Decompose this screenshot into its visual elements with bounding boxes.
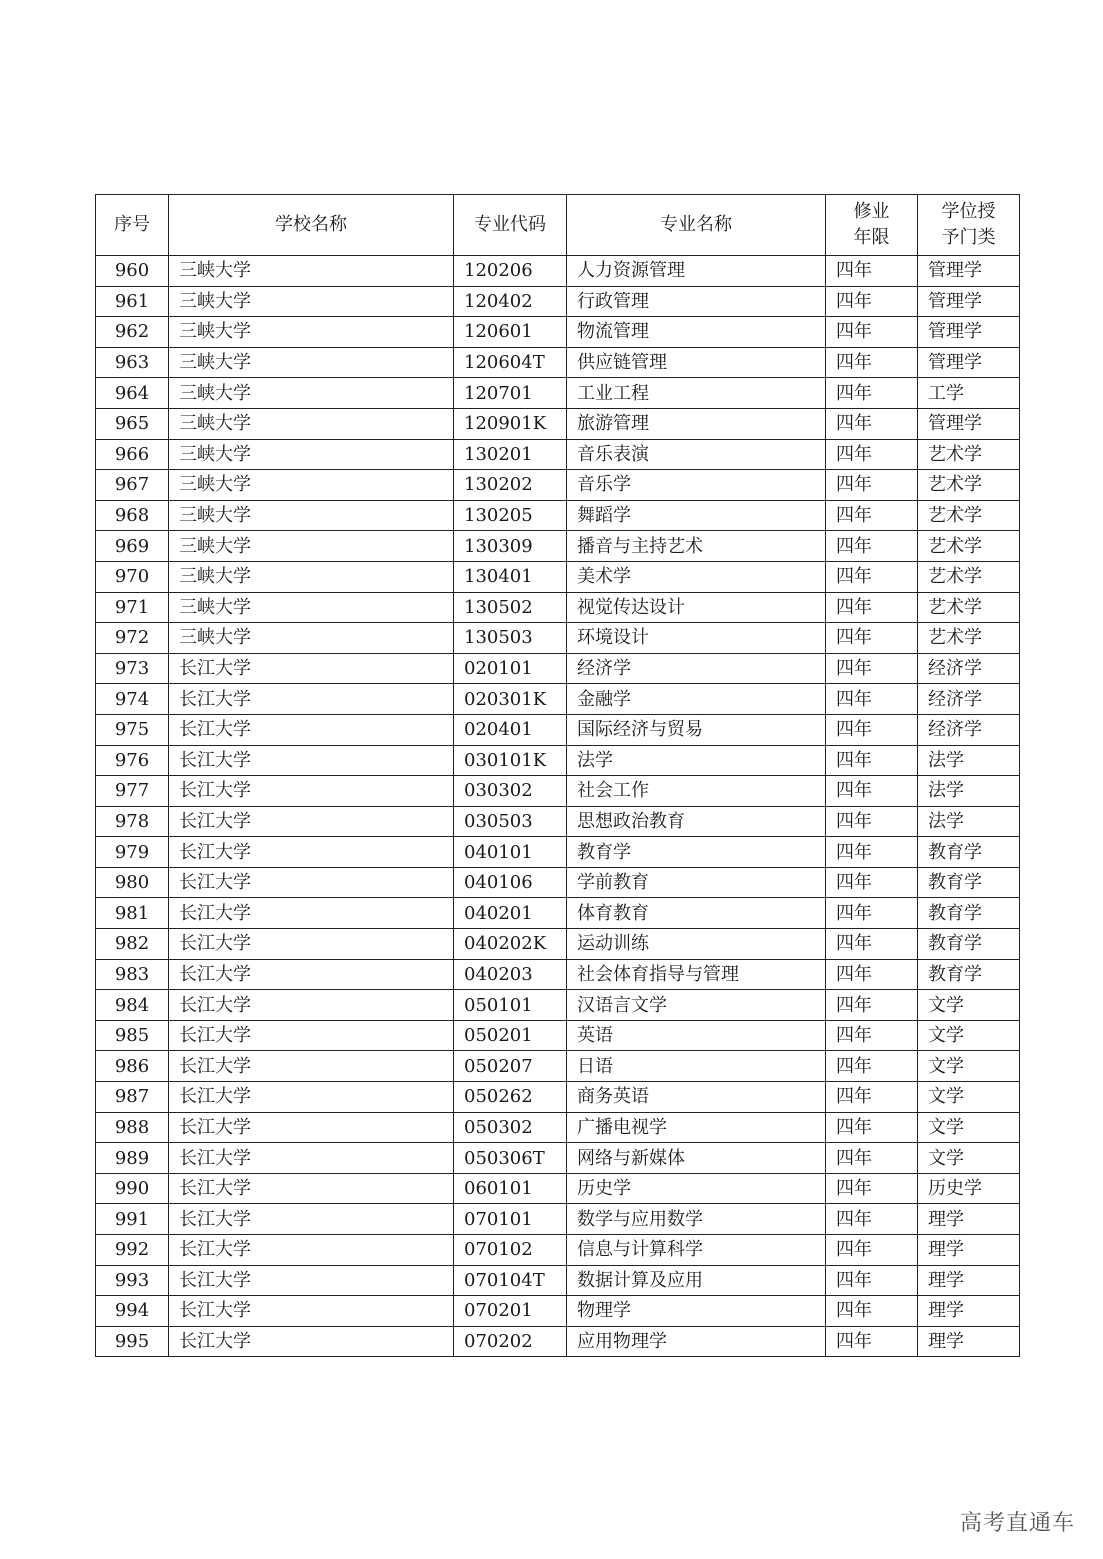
cell-school: 长江大学	[169, 684, 454, 715]
cell-school: 长江大学	[169, 745, 454, 776]
table-row	[96, 531, 1020, 562]
cell-degree: 工学	[918, 378, 1020, 409]
cell-major: 音乐学	[567, 470, 826, 501]
header-code: 专业代码	[454, 195, 567, 256]
table-row	[96, 990, 1020, 1021]
cell-degree: 经济学	[918, 714, 1020, 745]
watermark: 高考直通车	[959, 1511, 1075, 1536]
cell-major: 应用物理学	[567, 1326, 826, 1357]
cell-seq: 985	[96, 1020, 169, 1051]
table-body	[96, 256, 1020, 1357]
table-row	[96, 898, 1020, 929]
cell-seq: 974	[96, 684, 169, 715]
cell-degree: 经济学	[918, 653, 1020, 684]
cell-years: 四年	[826, 1112, 918, 1143]
cell-major: 播音与主持艺术	[567, 531, 826, 562]
cell-seq: 981	[96, 898, 169, 929]
table-row	[96, 500, 1020, 531]
cell-seq: 977	[96, 776, 169, 807]
cell-code: 060101	[454, 1173, 567, 1204]
cell-code: 050306T	[454, 1143, 567, 1174]
cell-years: 四年	[826, 776, 918, 807]
cell-seq: 984	[96, 990, 169, 1021]
cell-years: 四年	[826, 959, 918, 990]
cell-years: 四年	[826, 531, 918, 562]
cell-school: 三峡大学	[169, 286, 454, 317]
table-row	[96, 684, 1020, 715]
cell-school: 长江大学	[169, 1296, 454, 1327]
cell-major: 数学与应用数学	[567, 1204, 826, 1235]
cell-years: 四年	[826, 317, 918, 348]
header-seq: 序号	[96, 195, 169, 256]
table-row	[96, 1051, 1020, 1082]
cell-major: 英语	[567, 1020, 826, 1051]
cell-seq: 980	[96, 867, 169, 898]
cell-school: 长江大学	[169, 806, 454, 837]
cell-degree: 艺术学	[918, 470, 1020, 501]
cell-major: 工业工程	[567, 378, 826, 409]
cell-seq: 967	[96, 470, 169, 501]
cell-major: 法学	[567, 745, 826, 776]
cell-seq: 990	[96, 1173, 169, 1204]
cell-major: 供应链管理	[567, 347, 826, 378]
cell-degree: 理学	[918, 1204, 1020, 1235]
table-row	[96, 929, 1020, 960]
cell-code: 070104T	[454, 1265, 567, 1296]
cell-school: 三峡大学	[169, 408, 454, 439]
cell-seq: 960	[96, 256, 169, 287]
cell-code: 130205	[454, 500, 567, 531]
cell-major: 体育教育	[567, 898, 826, 929]
cell-years: 四年	[826, 806, 918, 837]
cell-years: 四年	[826, 1082, 918, 1113]
cell-school: 长江大学	[169, 1143, 454, 1174]
cell-degree: 艺术学	[918, 592, 1020, 623]
cell-years: 四年	[826, 256, 918, 287]
cell-degree: 教育学	[918, 959, 1020, 990]
cell-seq: 963	[96, 347, 169, 378]
cell-school: 长江大学	[169, 867, 454, 898]
cell-seq: 983	[96, 959, 169, 990]
cell-code: 020301K	[454, 684, 567, 715]
cell-seq: 979	[96, 837, 169, 868]
table-row	[96, 1112, 1020, 1143]
cell-major: 广播电视学	[567, 1112, 826, 1143]
table-row	[96, 439, 1020, 470]
cell-degree: 艺术学	[918, 561, 1020, 592]
cell-years: 四年	[826, 286, 918, 317]
cell-code: 040202K	[454, 929, 567, 960]
cell-major: 美术学	[567, 561, 826, 592]
cell-major: 教育学	[567, 837, 826, 868]
table-row	[96, 837, 1020, 868]
cell-seq: 978	[96, 806, 169, 837]
header-degree-line2: 予门类	[941, 227, 996, 248]
cell-years: 四年	[826, 745, 918, 776]
cell-degree: 法学	[918, 776, 1020, 807]
cell-degree: 法学	[918, 806, 1020, 837]
cell-years: 四年	[826, 837, 918, 868]
cell-degree: 教育学	[918, 837, 1020, 868]
table-row	[96, 317, 1020, 348]
cell-degree: 管理学	[918, 317, 1020, 348]
cell-major: 学前教育	[567, 867, 826, 898]
cell-school: 长江大学	[169, 929, 454, 960]
cell-major: 旅游管理	[567, 408, 826, 439]
cell-major: 音乐表演	[567, 439, 826, 470]
cell-code: 020401	[454, 714, 567, 745]
table-row	[96, 347, 1020, 378]
cell-degree: 教育学	[918, 898, 1020, 929]
cell-code: 130502	[454, 592, 567, 623]
cell-major: 环境设计	[567, 623, 826, 654]
table-row	[96, 378, 1020, 409]
cell-code: 030503	[454, 806, 567, 837]
cell-major: 人力资源管理	[567, 256, 826, 287]
cell-seq: 982	[96, 929, 169, 960]
header-years-line1: 修业	[853, 201, 890, 222]
table-row	[96, 592, 1020, 623]
cell-years: 四年	[826, 623, 918, 654]
header-school: 学校名称	[169, 195, 454, 256]
cell-major: 日语	[567, 1051, 826, 1082]
cell-degree: 教育学	[918, 929, 1020, 960]
cell-school: 三峡大学	[169, 592, 454, 623]
cell-degree: 理学	[918, 1265, 1020, 1296]
cell-seq: 964	[96, 378, 169, 409]
cell-degree: 理学	[918, 1296, 1020, 1327]
cell-school: 三峡大学	[169, 347, 454, 378]
cell-school: 长江大学	[169, 1235, 454, 1266]
cell-code: 130201	[454, 439, 567, 470]
cell-degree: 艺术学	[918, 531, 1020, 562]
cell-years: 四年	[826, 929, 918, 960]
cell-seq: 987	[96, 1082, 169, 1113]
cell-code: 130401	[454, 561, 567, 592]
table-row	[96, 1082, 1020, 1113]
cell-seq: 969	[96, 531, 169, 562]
cell-code: 120402	[454, 286, 567, 317]
cell-years: 四年	[826, 408, 918, 439]
cell-major: 物流管理	[567, 317, 826, 348]
cell-seq: 970	[96, 561, 169, 592]
cell-school: 三峡大学	[169, 439, 454, 470]
cell-degree: 文学	[918, 1082, 1020, 1113]
table-row	[96, 1265, 1020, 1296]
cell-code: 040106	[454, 867, 567, 898]
cell-years: 四年	[826, 1020, 918, 1051]
cell-seq: 966	[96, 439, 169, 470]
cell-school: 三峡大学	[169, 531, 454, 562]
cell-school: 三峡大学	[169, 623, 454, 654]
cell-seq: 986	[96, 1051, 169, 1082]
table-row	[96, 959, 1020, 990]
cell-years: 四年	[826, 592, 918, 623]
cell-code: 050101	[454, 990, 567, 1021]
cell-code: 030302	[454, 776, 567, 807]
cell-years: 四年	[826, 1051, 918, 1082]
cell-seq: 994	[96, 1296, 169, 1327]
cell-major: 思想政治教育	[567, 806, 826, 837]
cell-years: 四年	[826, 500, 918, 531]
cell-major: 视觉传达设计	[567, 592, 826, 623]
cell-school: 长江大学	[169, 1173, 454, 1204]
cell-degree: 法学	[918, 745, 1020, 776]
cell-seq: 965	[96, 408, 169, 439]
cell-years: 四年	[826, 684, 918, 715]
cell-years: 四年	[826, 347, 918, 378]
cell-degree: 艺术学	[918, 439, 1020, 470]
cell-degree: 管理学	[918, 286, 1020, 317]
table-row	[96, 256, 1020, 287]
cell-major: 金融学	[567, 684, 826, 715]
cell-seq: 991	[96, 1204, 169, 1235]
cell-years: 四年	[826, 470, 918, 501]
cell-major: 国际经济与贸易	[567, 714, 826, 745]
table-row	[96, 1143, 1020, 1174]
cell-major: 运动训练	[567, 929, 826, 960]
cell-degree: 管理学	[918, 408, 1020, 439]
header-row	[96, 195, 1020, 256]
table-row	[96, 286, 1020, 317]
cell-school: 三峡大学	[169, 317, 454, 348]
cell-seq: 971	[96, 592, 169, 623]
cell-years: 四年	[826, 561, 918, 592]
table-row	[96, 867, 1020, 898]
table-row	[96, 776, 1020, 807]
cell-major: 历史学	[567, 1173, 826, 1204]
cell-seq: 973	[96, 653, 169, 684]
cell-years: 四年	[826, 1296, 918, 1327]
cell-code: 040101	[454, 837, 567, 868]
cell-degree: 历史学	[918, 1173, 1020, 1204]
cell-code: 120701	[454, 378, 567, 409]
cell-code: 050262	[454, 1082, 567, 1113]
cell-major: 舞蹈学	[567, 500, 826, 531]
cell-seq: 961	[96, 286, 169, 317]
cell-seq: 988	[96, 1112, 169, 1143]
cell-school: 长江大学	[169, 1204, 454, 1235]
cell-years: 四年	[826, 1265, 918, 1296]
cell-major: 社会工作	[567, 776, 826, 807]
header-major: 专业名称	[567, 195, 826, 256]
table-row	[96, 745, 1020, 776]
cell-major: 网络与新媒体	[567, 1143, 826, 1174]
cell-years: 四年	[826, 1173, 918, 1204]
cell-major: 信息与计算科学	[567, 1235, 826, 1266]
cell-code: 020101	[454, 653, 567, 684]
cell-school: 长江大学	[169, 990, 454, 1021]
cell-seq: 993	[96, 1265, 169, 1296]
cell-years: 四年	[826, 1204, 918, 1235]
cell-code: 120604T	[454, 347, 567, 378]
cell-code: 130309	[454, 531, 567, 562]
cell-school: 三峡大学	[169, 561, 454, 592]
cell-code: 130202	[454, 470, 567, 501]
table-row	[96, 653, 1020, 684]
table-row	[96, 1204, 1020, 1235]
cell-major: 经济学	[567, 653, 826, 684]
table-row	[96, 714, 1020, 745]
cell-school: 长江大学	[169, 776, 454, 807]
cell-major: 商务英语	[567, 1082, 826, 1113]
cell-school: 长江大学	[169, 898, 454, 929]
cell-school: 三峡大学	[169, 500, 454, 531]
cell-major: 汉语言文学	[567, 990, 826, 1021]
cell-school: 三峡大学	[169, 378, 454, 409]
cell-school: 三峡大学	[169, 470, 454, 501]
table-row	[96, 623, 1020, 654]
cell-school: 三峡大学	[169, 256, 454, 287]
cell-degree: 文学	[918, 1112, 1020, 1143]
cell-seq: 968	[96, 500, 169, 531]
cell-seq: 989	[96, 1143, 169, 1174]
cell-degree: 经济学	[918, 684, 1020, 715]
cell-code: 050201	[454, 1020, 567, 1051]
cell-degree: 文学	[918, 1020, 1020, 1051]
cell-degree: 艺术学	[918, 500, 1020, 531]
table-row	[96, 1235, 1020, 1266]
cell-years: 四年	[826, 1235, 918, 1266]
cell-degree: 文学	[918, 1051, 1020, 1082]
majors-table	[95, 194, 1020, 1357]
cell-degree: 理学	[918, 1326, 1020, 1357]
cell-school: 长江大学	[169, 959, 454, 990]
cell-school: 长江大学	[169, 1051, 454, 1082]
cell-years: 四年	[826, 990, 918, 1021]
cell-school: 长江大学	[169, 714, 454, 745]
cell-years: 四年	[826, 1326, 918, 1357]
cell-major: 物理学	[567, 1296, 826, 1327]
cell-degree: 文学	[918, 990, 1020, 1021]
cell-code: 040203	[454, 959, 567, 990]
cell-degree: 教育学	[918, 867, 1020, 898]
cell-degree: 理学	[918, 1235, 1020, 1266]
cell-school: 长江大学	[169, 1020, 454, 1051]
cell-code: 040201	[454, 898, 567, 929]
cell-code: 120601	[454, 317, 567, 348]
cell-code: 070101	[454, 1204, 567, 1235]
cell-school: 长江大学	[169, 1112, 454, 1143]
cell-seq: 975	[96, 714, 169, 745]
cell-major: 行政管理	[567, 286, 826, 317]
cell-school: 长江大学	[169, 1326, 454, 1357]
cell-school: 长江大学	[169, 837, 454, 868]
cell-degree: 管理学	[918, 256, 1020, 287]
cell-code: 130503	[454, 623, 567, 654]
header-degree-line1: 学位授	[941, 201, 996, 222]
cell-major: 数据计算及应用	[567, 1265, 826, 1296]
cell-degree: 文学	[918, 1143, 1020, 1174]
table-row	[96, 408, 1020, 439]
table-row	[96, 470, 1020, 501]
table-row	[96, 1020, 1020, 1051]
cell-code: 050302	[454, 1112, 567, 1143]
cell-degree: 管理学	[918, 347, 1020, 378]
table-row	[96, 1296, 1020, 1327]
cell-years: 四年	[826, 378, 918, 409]
header-degree	[918, 195, 1020, 256]
cell-seq: 972	[96, 623, 169, 654]
table-row	[96, 561, 1020, 592]
header-years	[826, 195, 918, 256]
cell-school: 长江大学	[169, 653, 454, 684]
cell-code: 030101K	[454, 745, 567, 776]
header-years-line2: 年限	[853, 227, 890, 248]
cell-code: 050207	[454, 1051, 567, 1082]
cell-years: 四年	[826, 867, 918, 898]
cell-years: 四年	[826, 653, 918, 684]
cell-seq: 962	[96, 317, 169, 348]
table-row	[96, 1326, 1020, 1357]
cell-seq: 995	[96, 1326, 169, 1357]
cell-code: 070201	[454, 1296, 567, 1327]
table-row	[96, 1173, 1020, 1204]
cell-years: 四年	[826, 714, 918, 745]
cell-seq: 992	[96, 1235, 169, 1266]
cell-seq: 976	[96, 745, 169, 776]
cell-code: 070202	[454, 1326, 567, 1357]
table-row	[96, 806, 1020, 837]
cell-degree: 艺术学	[918, 623, 1020, 654]
cell-years: 四年	[826, 439, 918, 470]
cell-school: 长江大学	[169, 1082, 454, 1113]
cell-school: 长江大学	[169, 1265, 454, 1296]
cell-major: 社会体育指导与管理	[567, 959, 826, 990]
cell-code: 070102	[454, 1235, 567, 1266]
cell-years: 四年	[826, 898, 918, 929]
cell-years: 四年	[826, 1143, 918, 1174]
cell-code: 120901K	[454, 408, 567, 439]
cell-code: 120206	[454, 256, 567, 287]
